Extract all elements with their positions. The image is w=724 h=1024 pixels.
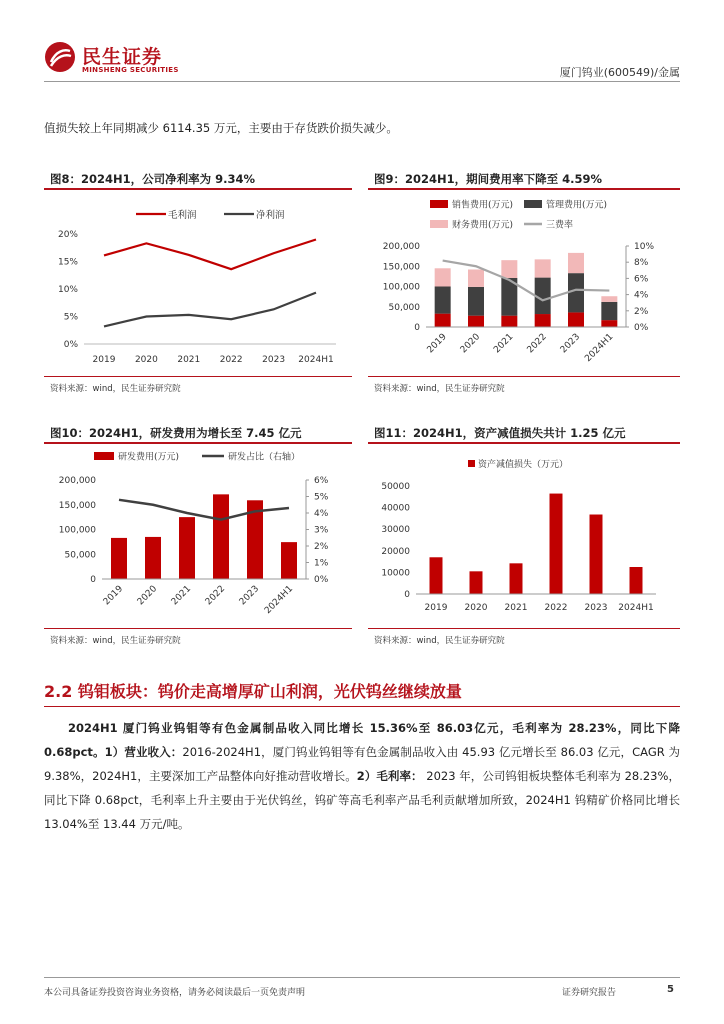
x-tick-label: 2021 — [504, 603, 528, 613]
bar-资产减值损失（万元） — [510, 563, 523, 594]
bar-销售费用(万元) — [535, 314, 551, 327]
report-subject: 厦门钨业(600549)/金属 — [559, 66, 680, 79]
bar-管理费用(万元) — [601, 302, 617, 320]
y-tick-label: 0 — [414, 323, 420, 333]
y-tick-label: 30000 — [381, 525, 410, 536]
fig11-source: 资料来源：wind，民生证券研究院 — [374, 636, 505, 646]
fig9-title: 图9：2024H1，期间费用率下降至 4.59% — [374, 172, 603, 186]
y-tick-label: 0 — [404, 590, 410, 600]
y-tick-label: 100,000 — [382, 282, 420, 293]
x-tick-label: 2024H1 — [583, 332, 616, 365]
bar-研发费用(万元) — [111, 538, 127, 579]
section-title: 2.2 钨钼板块：钨价走高增厚矿山利润，光伏钨丝继续放量 — [44, 682, 462, 701]
bar-管理费用(万元) — [568, 273, 584, 312]
fig11-chart — [368, 446, 680, 626]
bar-研发费用(万元) — [179, 517, 195, 579]
bar-财务费用(万元) — [435, 268, 451, 286]
x-tick-label: 2020 — [134, 355, 158, 365]
x-tick-label: 2022 — [203, 584, 228, 608]
y-tick-label: 10% — [57, 285, 78, 295]
minsheng-logo-icon — [44, 41, 76, 73]
x-tick-label: 2022 — [525, 332, 549, 356]
fig9-rule — [368, 188, 680, 190]
y-tick-label: 50,000 — [388, 302, 420, 313]
bar-财务费用(万元) — [601, 296, 617, 302]
page-number: 5 — [667, 984, 674, 995]
footer-divider — [44, 977, 680, 978]
y-tick-label: 150,000 — [58, 500, 96, 511]
fig10-bottom-rule — [44, 628, 352, 629]
x-tick-label: 2019 — [92, 355, 116, 365]
fig10-chart — [44, 446, 352, 626]
bar-财务费用(万元) — [468, 269, 484, 286]
bar-管理费用(万元) — [435, 287, 451, 314]
bar-财务费用(万元) — [535, 259, 551, 277]
legend-label: 财务费用(万元) — [452, 220, 514, 231]
bar-销售费用(万元) — [568, 312, 584, 327]
bar-销售费用(万元) — [468, 316, 484, 327]
bar-研发费用(万元) — [145, 537, 161, 579]
bar-管理费用(万元) — [468, 287, 484, 316]
y2-tick-label: 4% — [314, 509, 329, 519]
y2-tick-label: 8% — [634, 258, 649, 269]
bar-销售费用(万元) — [601, 320, 617, 327]
x-tick-label: 2023 — [262, 355, 286, 365]
paragraph-text-1: 2016-2024H1，厦门钨业钨钼等有色金属制品收入由 45.93 亿元增长至 86.03 亿元，CAGR 为 9.38%，2024H1，主要深加工产品整体向好推动营收增长。 — [44, 745, 680, 783]
y2-tick-label: 5% — [314, 492, 329, 503]
bar-资产减值损失（万元） — [550, 494, 563, 594]
bar-销售费用(万元) — [501, 316, 517, 327]
x-tick-label: 2022 — [544, 603, 568, 613]
y-tick-label: 50000 — [381, 482, 410, 492]
fig11-bottom-rule — [368, 628, 680, 629]
y-tick-label: 20000 — [381, 546, 410, 557]
intro-line: 值损失较上年同期减少 6114.35 万元，主要由于存货跌价损失减少。 — [44, 121, 398, 135]
bar-资产减值损失（万元） — [590, 515, 603, 594]
legend-swatch — [430, 200, 448, 208]
y2-tick-label: 0% — [314, 575, 329, 585]
fig11-title: 图11：2024H1，资产减值损失共计 1.25 亿元 — [374, 426, 626, 440]
paragraph-bold-2: 2）毛利率： — [356, 769, 423, 783]
y2-tick-label: 6% — [634, 274, 649, 285]
series-line-研发占比（右轴） — [119, 500, 289, 520]
y-tick-label: 50,000 — [64, 550, 96, 561]
bar-研发费用(万元) — [281, 542, 297, 579]
x-tick-label: 2024H1 — [298, 355, 334, 365]
y2-tick-label: 2% — [634, 306, 649, 317]
section-divider — [44, 706, 680, 707]
y-tick-label: 200,000 — [58, 476, 96, 486]
x-tick-label: 2020 — [464, 603, 488, 613]
y2-tick-label: 10% — [634, 242, 655, 252]
y-tick-label: 100,000 — [58, 525, 96, 536]
header-divider — [44, 81, 680, 82]
legend-label: 资产减值损失（万元） — [478, 460, 569, 470]
y2-tick-label: 6% — [314, 476, 329, 486]
fig10-title: 图10：2024H1，研发费用为增长至 7.45 亿元 — [50, 426, 302, 440]
bar-资产减值损失（万元） — [470, 571, 483, 594]
legend-swatch — [468, 460, 475, 467]
brand-name-cn: 民生证券 — [82, 46, 163, 68]
x-tick-label: 2023 — [237, 584, 262, 608]
legend-label: 毛利润 — [168, 210, 197, 221]
y2-tick-label: 2% — [314, 542, 329, 552]
x-tick-label: 2019 — [101, 584, 126, 608]
y-tick-label: 40000 — [381, 503, 410, 514]
y-tick-label: 10000 — [381, 568, 410, 579]
legend-label: 销售费用(万元) — [452, 200, 514, 211]
bar-财务费用(万元) — [501, 260, 517, 278]
body-paragraph — [44, 716, 680, 836]
legend-swatch — [524, 200, 542, 208]
x-tick-label: 2020 — [135, 584, 160, 608]
fig8-title: 图8：2024H1，公司净利率为 9.34% — [50, 172, 256, 186]
bar-资产减值损失（万元） — [430, 557, 443, 594]
legend-label: 净利润 — [256, 210, 285, 221]
y2-tick-label: 3% — [314, 525, 329, 536]
legend-swatch — [94, 452, 114, 460]
x-tick-label: 2023 — [558, 332, 583, 356]
legend-label: 研发费用(万元) — [118, 452, 180, 463]
x-tick-label: 2024H1 — [263, 584, 296, 617]
legend-swatch — [430, 220, 448, 228]
y-tick-label: 150,000 — [382, 262, 420, 273]
bar-销售费用(万元) — [435, 314, 451, 327]
legend-label: 研发占比（右轴） — [228, 452, 301, 463]
footer-report-type: 证券研究报告 — [562, 988, 617, 998]
bar-研发费用(万元) — [213, 494, 229, 579]
footer-disclaimer: 本公司具备证券投资咨询业务资格，请务必阅读最后一页免责声明 — [44, 988, 306, 998]
paragraph-text-2: 2023 年，公司钨钼板块整体毛利率为 28.23%，同比下降 0.68pct，毛利率上升主要由于光伏钨丝，钨矿等高毛利率产品毛利贡献增加所致，2024H1 钨精矿价格同比增长 13.04%至 13.44 万元/吨。 — [44, 769, 680, 831]
y2-tick-label: 1% — [314, 558, 329, 569]
y-tick-label: 20% — [57, 230, 78, 240]
y-tick-label: 15% — [57, 257, 78, 268]
fig8-rule — [44, 188, 352, 190]
fig9-chart — [368, 194, 680, 374]
paragraph-bold-1: 2024H1 厦门钨业钨钼等有色金属制品收入同比增长 15.36%至 86.03亿元，毛利率为 28.23%，同比下降 0.68pct。1）营业收入： — [44, 721, 680, 759]
bar-财务费用(万元) — [568, 253, 584, 273]
x-tick-label: 2021 — [492, 332, 516, 356]
fig8-chart — [44, 194, 352, 374]
series-line-毛利润 — [104, 240, 316, 270]
bar-资产减值损失（万元） — [630, 567, 643, 594]
fig11-rule — [368, 442, 680, 444]
y-tick-label: 5% — [63, 312, 78, 323]
legend-label: 管理费用(万元) — [546, 200, 608, 211]
brand-name-en: MINSHENG SECURITIES — [82, 66, 179, 74]
x-tick-label: 2021 — [177, 355, 201, 365]
fig8-bottom-rule — [44, 376, 352, 377]
x-tick-label: 2022 — [219, 355, 243, 365]
fig8-source: 资料来源：wind，民生证券研究院 — [50, 384, 181, 394]
y2-tick-label: 0% — [634, 323, 649, 333]
fig10-rule — [44, 442, 352, 444]
series-line-三费率 — [443, 261, 610, 301]
y-tick-label: 0% — [63, 340, 78, 350]
series-line-净利润 — [104, 293, 316, 327]
x-tick-label: 2023 — [584, 603, 608, 613]
x-tick-label: 2019 — [425, 332, 449, 356]
x-tick-label: 2024H1 — [618, 603, 654, 613]
y-tick-label: 200,000 — [382, 242, 420, 252]
legend-label: 三费率 — [546, 220, 574, 231]
fig9-source: 资料来源：wind，民生证券研究院 — [374, 384, 505, 394]
y2-tick-label: 4% — [634, 290, 649, 301]
fig10-source: 资料来源：wind，民生证券研究院 — [50, 636, 181, 646]
fig9-bottom-rule — [368, 376, 680, 377]
x-tick-label: 2020 — [458, 332, 483, 356]
y-tick-label: 0 — [90, 575, 96, 585]
x-tick-label: 2019 — [424, 603, 448, 613]
x-tick-label: 2021 — [169, 584, 194, 608]
